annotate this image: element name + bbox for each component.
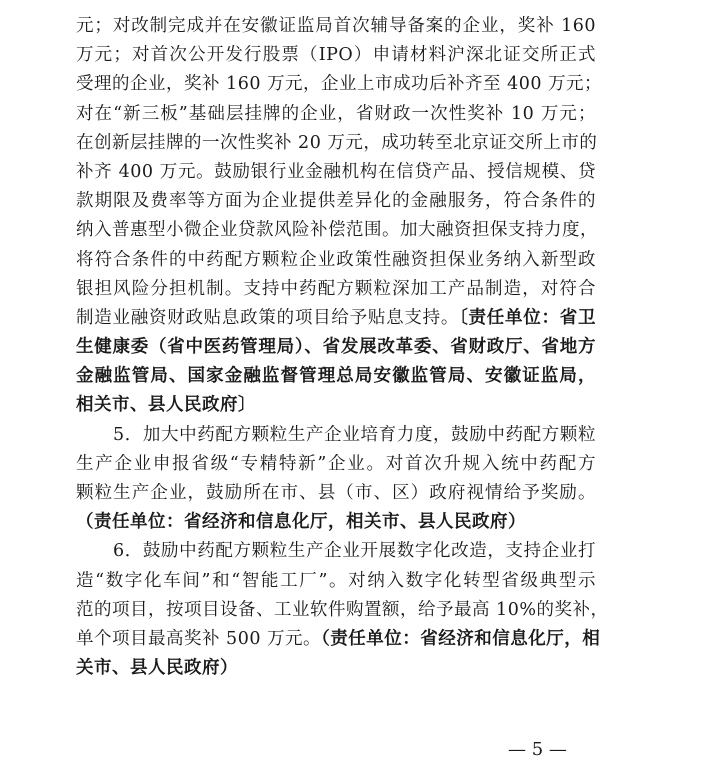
responsibility-text: （责任单位：省经济和信息化厅，相 (321, 628, 601, 649)
text-line: 将符合条件的中药配方颗粒企业政策性融资担保业务纳入新型政 (76, 249, 596, 270)
item-6-line: 造“数字化车间”和“智能工厂”。对纳入数字化转型省级典型示 (76, 570, 596, 591)
responsibility-line: 金融监管局、国家金融监督管理总局安徽监管局、安徽证监局， (76, 366, 596, 387)
text-line: 万元；对首次公开发行股票（IPO）申请材料沪深北证交所正式 (76, 45, 596, 66)
responsibility-line: 相关市、县人民政府〕 (76, 395, 256, 416)
text-line: 元；对改制完成并在安徽证监局首次辅导备案的企业，奖补 160 (76, 16, 596, 36)
item-5-line: 生产企业申报省级“专精特新”企业。对首次升规入统中药配方 (76, 453, 596, 474)
text-line: 对在“新三板”基础层挂牌的企业，省财政一次性奖补 10 万元； (76, 103, 596, 124)
page-number: — 5 — (508, 739, 567, 760)
text-line: 银担风险分担机制。支持中药配方颗粒深加工产品制造，对符合 (76, 278, 596, 299)
text-line: 受理的企业，奖补 160 万元，企业上市成功后补齐至 400 万元； (76, 74, 603, 95)
document-body (76, 12, 609, 683)
text-line-with-responsibility (76, 304, 596, 333)
item-5-line: 5．加大中药配方颗粒生产企业培育力度，鼓励中药配方颗粒 (113, 424, 596, 445)
text-line: 款期限及费率等方面为企业提供差异化的金融服务，符合条件的 (76, 191, 596, 212)
text-segment: 制造业融资财政贴息政策的项目给予贴息支持。 (76, 307, 460, 328)
item-6-line-with-responsibility (76, 625, 601, 654)
item-6-line: 范的项目，按项目设备、工业软件购置额，给予最高 10%的奖补， (76, 599, 609, 620)
item-5-responsibility: （责任单位：省经济和信息化厅，相关市、县人民政府） (76, 512, 526, 533)
text-line: 在创新层挂牌的一次性奖补 20 万元，成功转至北京证交所上市的 (76, 132, 598, 153)
text-segment: 单个项目最高奖补 500 万元。 (76, 628, 322, 649)
item-6-line: 6．鼓励中药配方颗粒生产企业开展数字化改造，支持企业打 (113, 541, 596, 562)
text-line: 纳入普惠型小微企业贷款风险补偿范围。加大融资担保支持力度， (76, 220, 598, 241)
item-5-line: 颗粒生产企业，鼓励所在市、县（市、区）政府视情给予奖励。 (76, 483, 596, 503)
text-line: 补齐 400 万元。鼓励银行业金融机构在信贷产品、授信规模、贷 (76, 161, 596, 182)
item-6-responsibility-tail: 关市、县人民政府） (76, 658, 238, 679)
responsibility-text: 〔责任单位：省卫 (459, 307, 596, 328)
responsibility-line: 生健康委（省中医药管理局）、省发展改革委、省财政厅、省地方 (76, 337, 596, 358)
